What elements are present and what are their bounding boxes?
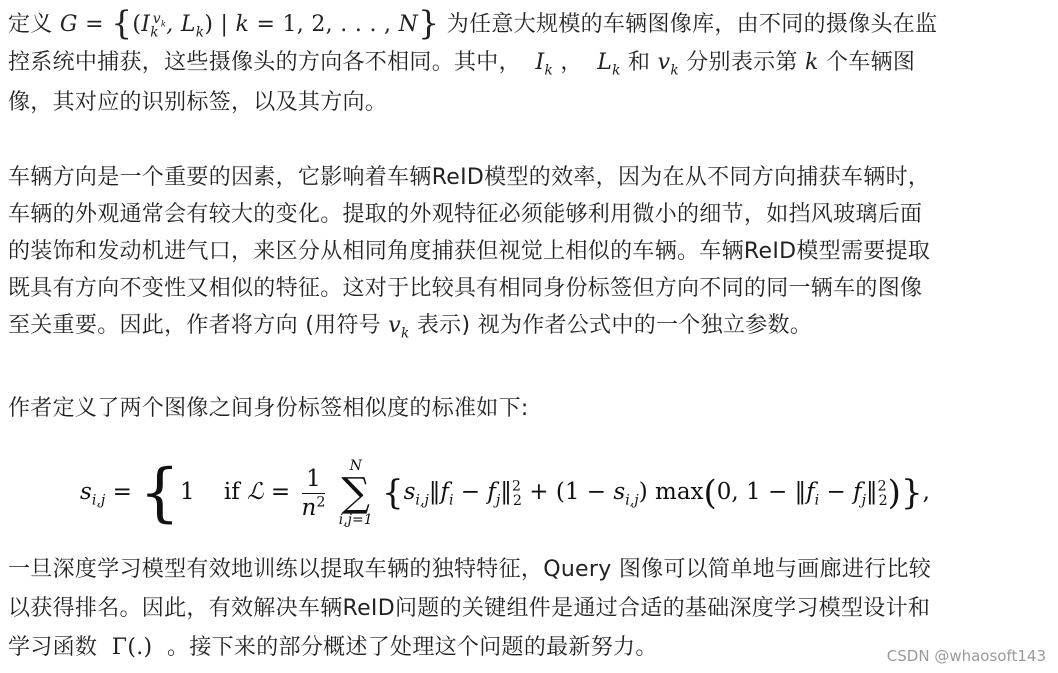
eq-left-brace: { xyxy=(139,456,180,530)
similarity-equation: $s_{i,j} = \{1$ if ℒ = $\frac{1}{n^2}$ N ∑ i,j=1 {$s_{i,j}‖f_i$ − $f_j‖^2_2 + (1 - s_{i,j})$ max(0, $1 - ‖f_i$ − $f_j‖^2_2$)}, xyxy=(80,456,930,530)
paragraph-3-line-1: 作者定义了两个图像之间身份标签相似度的标准如下: xyxy=(8,396,529,421)
text-run: ， xyxy=(560,50,583,75)
math-label-symbol: $L_k$ xyxy=(589,50,621,79)
text-run: 和 xyxy=(628,50,651,75)
paragraph-4-line-2: 以获得排名。因此，有效解决车辆ReID问题的关键组件是通过合适的基础深度学习模型设计和 xyxy=(8,596,931,621)
math-image-symbol: $I_k$ xyxy=(528,50,554,79)
paragraph-1-line-2 xyxy=(8,48,915,78)
text-run: 至关重要。因此，作者将方向 (用符号 xyxy=(8,313,381,338)
text-run: 为任意大规模的车辆图像库，由不同的摄像头在监 xyxy=(446,12,938,37)
eq-fraction: $\frac{1}{n^2}$ xyxy=(301,465,326,521)
math-index-symbol: k xyxy=(805,50,819,75)
text-run: 。接下来的部分概述了处理这个问题的最新努力。 xyxy=(167,635,658,660)
paragraph-2-line-3: 的装饰和发动机进气口，来区分从相同角度捕获但视觉上相似的车辆。车辆ReID模型需要提取 xyxy=(8,239,931,264)
eq-max: max xyxy=(655,479,704,505)
paragraph-4-line-1: 一旦深度学习模型有效地训练以提取车辆的独特特征，Query 图像可以简单地与画廊进行比较 xyxy=(8,557,932,582)
text-run: 分别表示第 xyxy=(686,50,798,75)
paragraph-1-line-1 xyxy=(8,3,938,42)
eq-if: if xyxy=(223,479,240,505)
text-run: 控系统中捕获，这些摄像头的方向各不相同。其中， xyxy=(8,50,521,75)
math-orientation-symbol: $v_k$ xyxy=(657,50,679,79)
math-gallery-definition: $G = \{(I_k^{v_k}$, $L_k$) | k = 1, 2, . . . , N} xyxy=(59,3,440,42)
math-gamma-function: Γ(.) xyxy=(104,635,160,660)
paragraph-2-line-2: 车辆的外观通常会有较大的变化。提取的外观特征必须能够利用微小的细节，如挡风玻璃后面 xyxy=(8,202,923,227)
paragraph-2-line-5 xyxy=(8,311,812,341)
text-run: 学习函数 xyxy=(8,635,98,660)
eq-one: 1 xyxy=(179,479,195,505)
eq-summation: N ∑ i,j=1 xyxy=(338,458,373,528)
paragraph-1-line-3: 像，其对应的识别标签，以及其方向。 xyxy=(8,90,388,115)
eq-lhs: $s_{i,j}$ xyxy=(80,479,106,509)
paragraph-4-line-3 xyxy=(8,633,658,663)
text-run: 个车辆图 xyxy=(825,50,916,75)
text-run: 定义 xyxy=(8,12,53,37)
eq-loss-symbol: ℒ xyxy=(247,479,264,505)
paragraph-2-line-1: 车辆方向是一个重要的因素，它影响着车辆ReID模型的效率，因为在从不同方向捕获车辆时， xyxy=(8,165,931,190)
paragraph-2-line-4: 既具有方向不变性又相似的特征。这对于比较具有相同身份标签但方向不同的同一辆车的图像 xyxy=(8,276,923,301)
eq-equals: = xyxy=(112,479,132,505)
text-run: 表示) 视为作者公式中的一个独立参数。 xyxy=(416,313,813,338)
csdn-watermark: CSDN @whaosoft143 xyxy=(886,647,1046,665)
math-orientation-symbol: $v_k$ xyxy=(388,313,410,342)
